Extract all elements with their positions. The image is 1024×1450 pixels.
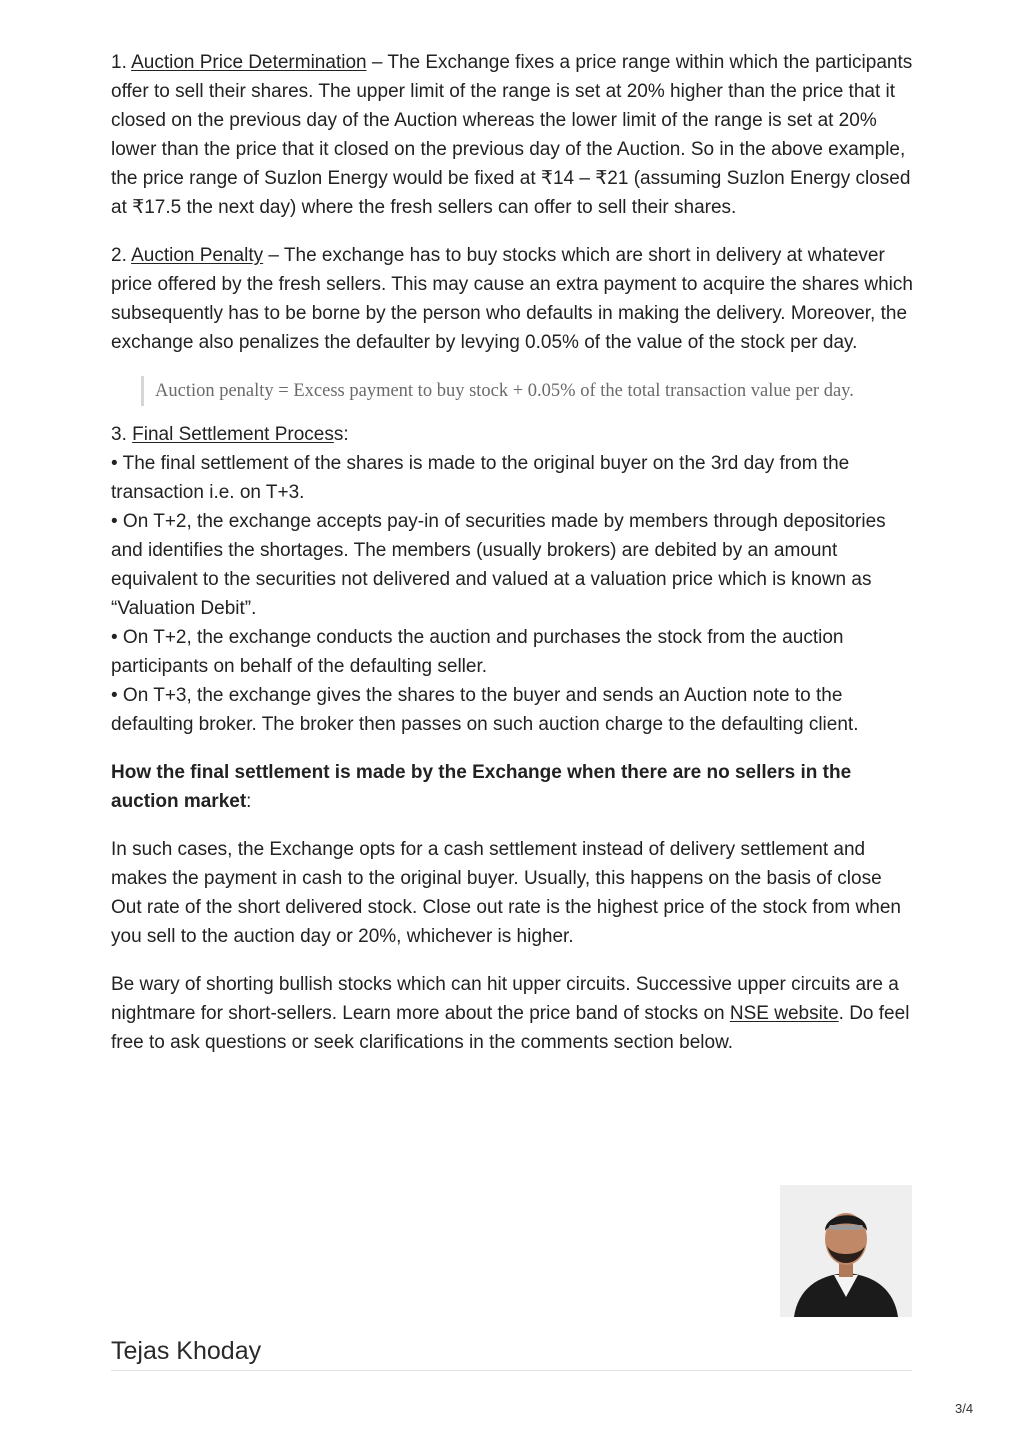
no-sellers-heading-tail: : bbox=[246, 791, 252, 812]
nse-website-link[interactable]: NSE website bbox=[729, 1003, 839, 1024]
final-settlement-process-link[interactable]: Final Settlement Proces bbox=[132, 424, 334, 445]
author-avatar bbox=[780, 1185, 912, 1317]
auction-penalty-link[interactable]: Auction Penalty bbox=[131, 245, 264, 266]
author-photo-icon bbox=[780, 1185, 912, 1317]
settlement-bullet: • The final settlement of the shares is made to the original buyer on the 3rd day from the transaction i.e. on T+3. bbox=[111, 453, 850, 503]
closing-text-before: Be wary of shorting bullish stocks which can hit upper circuits. Successive upper circuits are a nightmare for short-sellers. Learn more about the price band of stocks on bbox=[111, 974, 899, 1024]
final-settlement-heading-tail: s: bbox=[333, 424, 349, 445]
settlement-bullet: • On T+3, the exchange gives the shares to the buyer and sends an Auction note to the defaulting broker. The broker then passes on such auction charge to the defaulting client. bbox=[111, 685, 859, 735]
article-body bbox=[111, 48, 917, 1076]
settlement-bullet: • On T+2, the exchange accepts pay-in of securities made by members through depositories and identifies the shortages. The members (usually brokers) are debited by an amount equivalent to the securities not delivered and valued at a valuation price which is known as “Valuation Debit”. bbox=[111, 511, 886, 619]
item-number: 2. bbox=[111, 245, 132, 266]
divider bbox=[111, 1370, 912, 1371]
no-sellers-heading bbox=[111, 758, 917, 816]
auction-penalty-text: – The exchange has to buy stocks which are short in delivery at whatever price offered by the fresh sellers. This may cause an extra payment to acquire the shares which subsequently has to be borne by the person who defaults in making the delivery. Moreover, the exchange also penalizes the defaulter by levying 0.05% of the value of the stock per day. bbox=[111, 245, 913, 353]
no-sellers-heading-text: How the final settlement is made by the Exchange when there are no sellers in the auction market bbox=[111, 762, 852, 812]
no-sellers-paragraph: In such cases, the Exchange opts for a cash settlement instead of delivery settlement and makes the payment in cash to the original buyer. Usually, this happens on the basis of close Out rate of the short delivered stock. Close out rate is the highest price of the stock from when you sell to the auction day or 20%, whichever is higher. bbox=[111, 839, 901, 947]
author-name: Tejas Khoday bbox=[111, 1337, 262, 1365]
auction-price-paragraph bbox=[111, 48, 917, 222]
auction-price-text: – The Exchange fixes a price range within which the participants offer to sell their shares. The upper limit of the range is set at 20% higher than the price that it closed on the previous day of the Auction whereas the lower limit of the range is set at 20% lower than the price that it closed on the previous day of the Auction. So in the above example, the price range of Suzlon Energy would be fixed at ₹14 – ₹21 (assuming Suzlon Energy closed at ₹17.5 the next day) where the fresh sellers can offer to sell their shares. bbox=[111, 52, 913, 218]
settlement-bullet: • On T+2, the exchange conducts the auction and purchases the stock from the auction participants on behalf of the defaulting seller. bbox=[111, 627, 844, 677]
item-number: 3. bbox=[111, 424, 133, 445]
page-number: 3/4 bbox=[955, 1401, 974, 1416]
penalty-formula-quote: Auction penalty = Excess payment to buy stock + 0.05% of the total transaction value per day. bbox=[141, 376, 917, 406]
auction-price-determination-link[interactable]: Auction Price Determination bbox=[131, 52, 367, 73]
item-number: 1. bbox=[111, 52, 132, 73]
closing-text-after: . Do feel free to ask questions or seek clarifications in the comments section below. bbox=[111, 1003, 910, 1053]
final-settlement-heading bbox=[111, 420, 917, 449]
auction-penalty-paragraph bbox=[111, 241, 917, 357]
closing-paragraph bbox=[111, 970, 917, 1057]
